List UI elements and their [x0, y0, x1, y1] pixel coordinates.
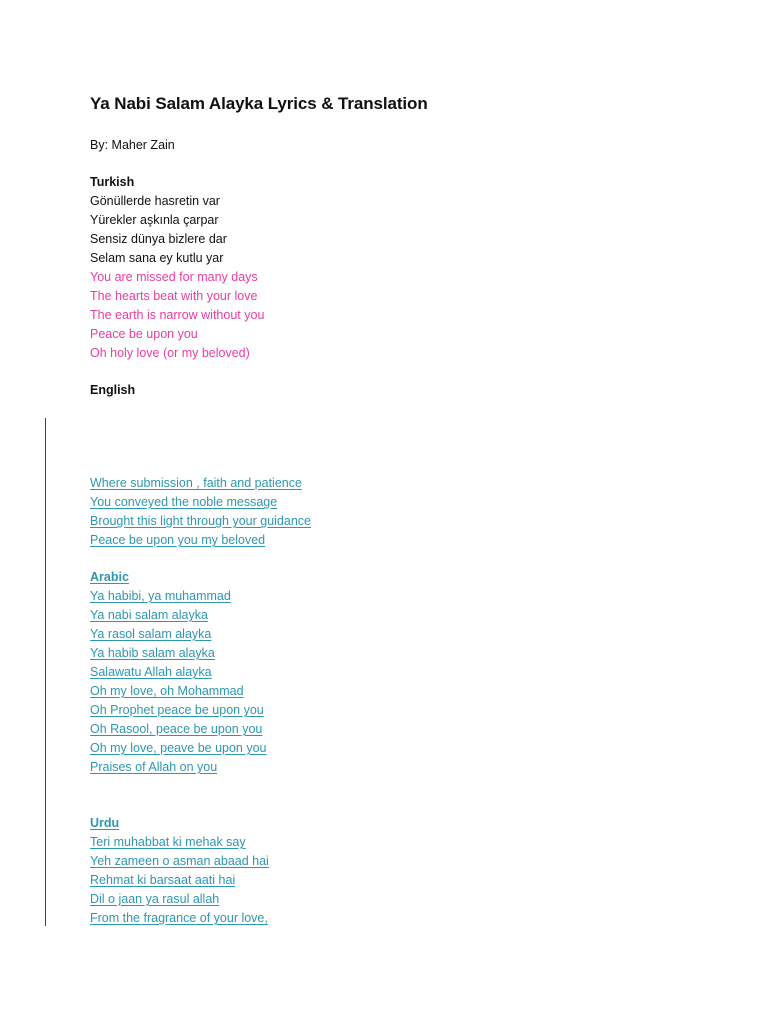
section-heading-turkish: Turkish — [90, 175, 135, 189]
document-title: Ya Nabi Salam Alayka Lyrics & Translation — [90, 94, 428, 113]
turkish-lyric-line: Sensiz dünya bizlere dar — [90, 232, 227, 246]
arabic-lyric-line: Ya nabi salam alayka — [90, 608, 208, 622]
urdu-lyric-line: From the fragrance of your love, — [90, 911, 268, 925]
byline: By: Maher Zain — [90, 138, 175, 152]
english-lyric-line: Peace be upon you my beloved — [90, 533, 266, 547]
margin-change-bar — [45, 418, 46, 926]
arabic-lyric-line: Oh my love, oh Mohammad — [90, 684, 244, 698]
english-lyric-line: You conveyed the noble message — [90, 495, 278, 509]
turkish-translation-line: You are missed for many days — [90, 270, 258, 284]
urdu-lyric-line: Dil o jaan ya rasul allah — [90, 892, 220, 906]
english-lyric-line: Brought this light through your guidance — [90, 514, 311, 528]
arabic-lyric-line: Ya rasol salam alayka — [90, 627, 212, 641]
arabic-lyric-line: Oh Prophet peace be upon you — [90, 703, 264, 717]
english-lyric-line: Where submission , faith and patience — [90, 476, 302, 490]
turkish-translation-line: Oh holy love (or my beloved) — [90, 346, 250, 360]
arabic-lyric-line: Oh my love, peave be upon you — [90, 741, 267, 755]
arabic-lyric-line: Salawatu Allah alayka — [90, 665, 212, 679]
turkish-translation-line: The hearts beat with your love — [90, 289, 258, 303]
arabic-lyric-line: Ya habib salam alayka — [90, 646, 215, 660]
section-heading-urdu: Urdu — [90, 816, 120, 830]
urdu-lyric-line: Teri muhabbat ki mehak say — [90, 835, 246, 849]
turkish-lyric-line: Selam sana ey kutlu yar — [90, 251, 224, 265]
section-heading-arabic: Arabic — [90, 570, 129, 584]
turkish-translation-line: Peace be upon you — [90, 327, 198, 341]
turkish-lyric-line: Yürekler aşkınla çarpar — [90, 213, 219, 227]
turkish-lyric-line: Gönüllerde hasretin var — [90, 194, 220, 208]
arabic-lyric-line: Ya habibi, ya muhammad — [90, 589, 231, 603]
urdu-lyric-line: Rehmat ki barsaat aati hai — [90, 873, 236, 887]
turkish-translation-line: The earth is narrow without you — [90, 308, 265, 322]
arabic-lyric-line: Praises of Allah on you — [90, 760, 218, 774]
urdu-lyric-line: Yeh zameen o asman abaad hai — [90, 854, 269, 868]
section-heading-english: English — [90, 383, 136, 397]
arabic-lyric-line: Oh Rasool, peace be upon you — [90, 722, 263, 736]
